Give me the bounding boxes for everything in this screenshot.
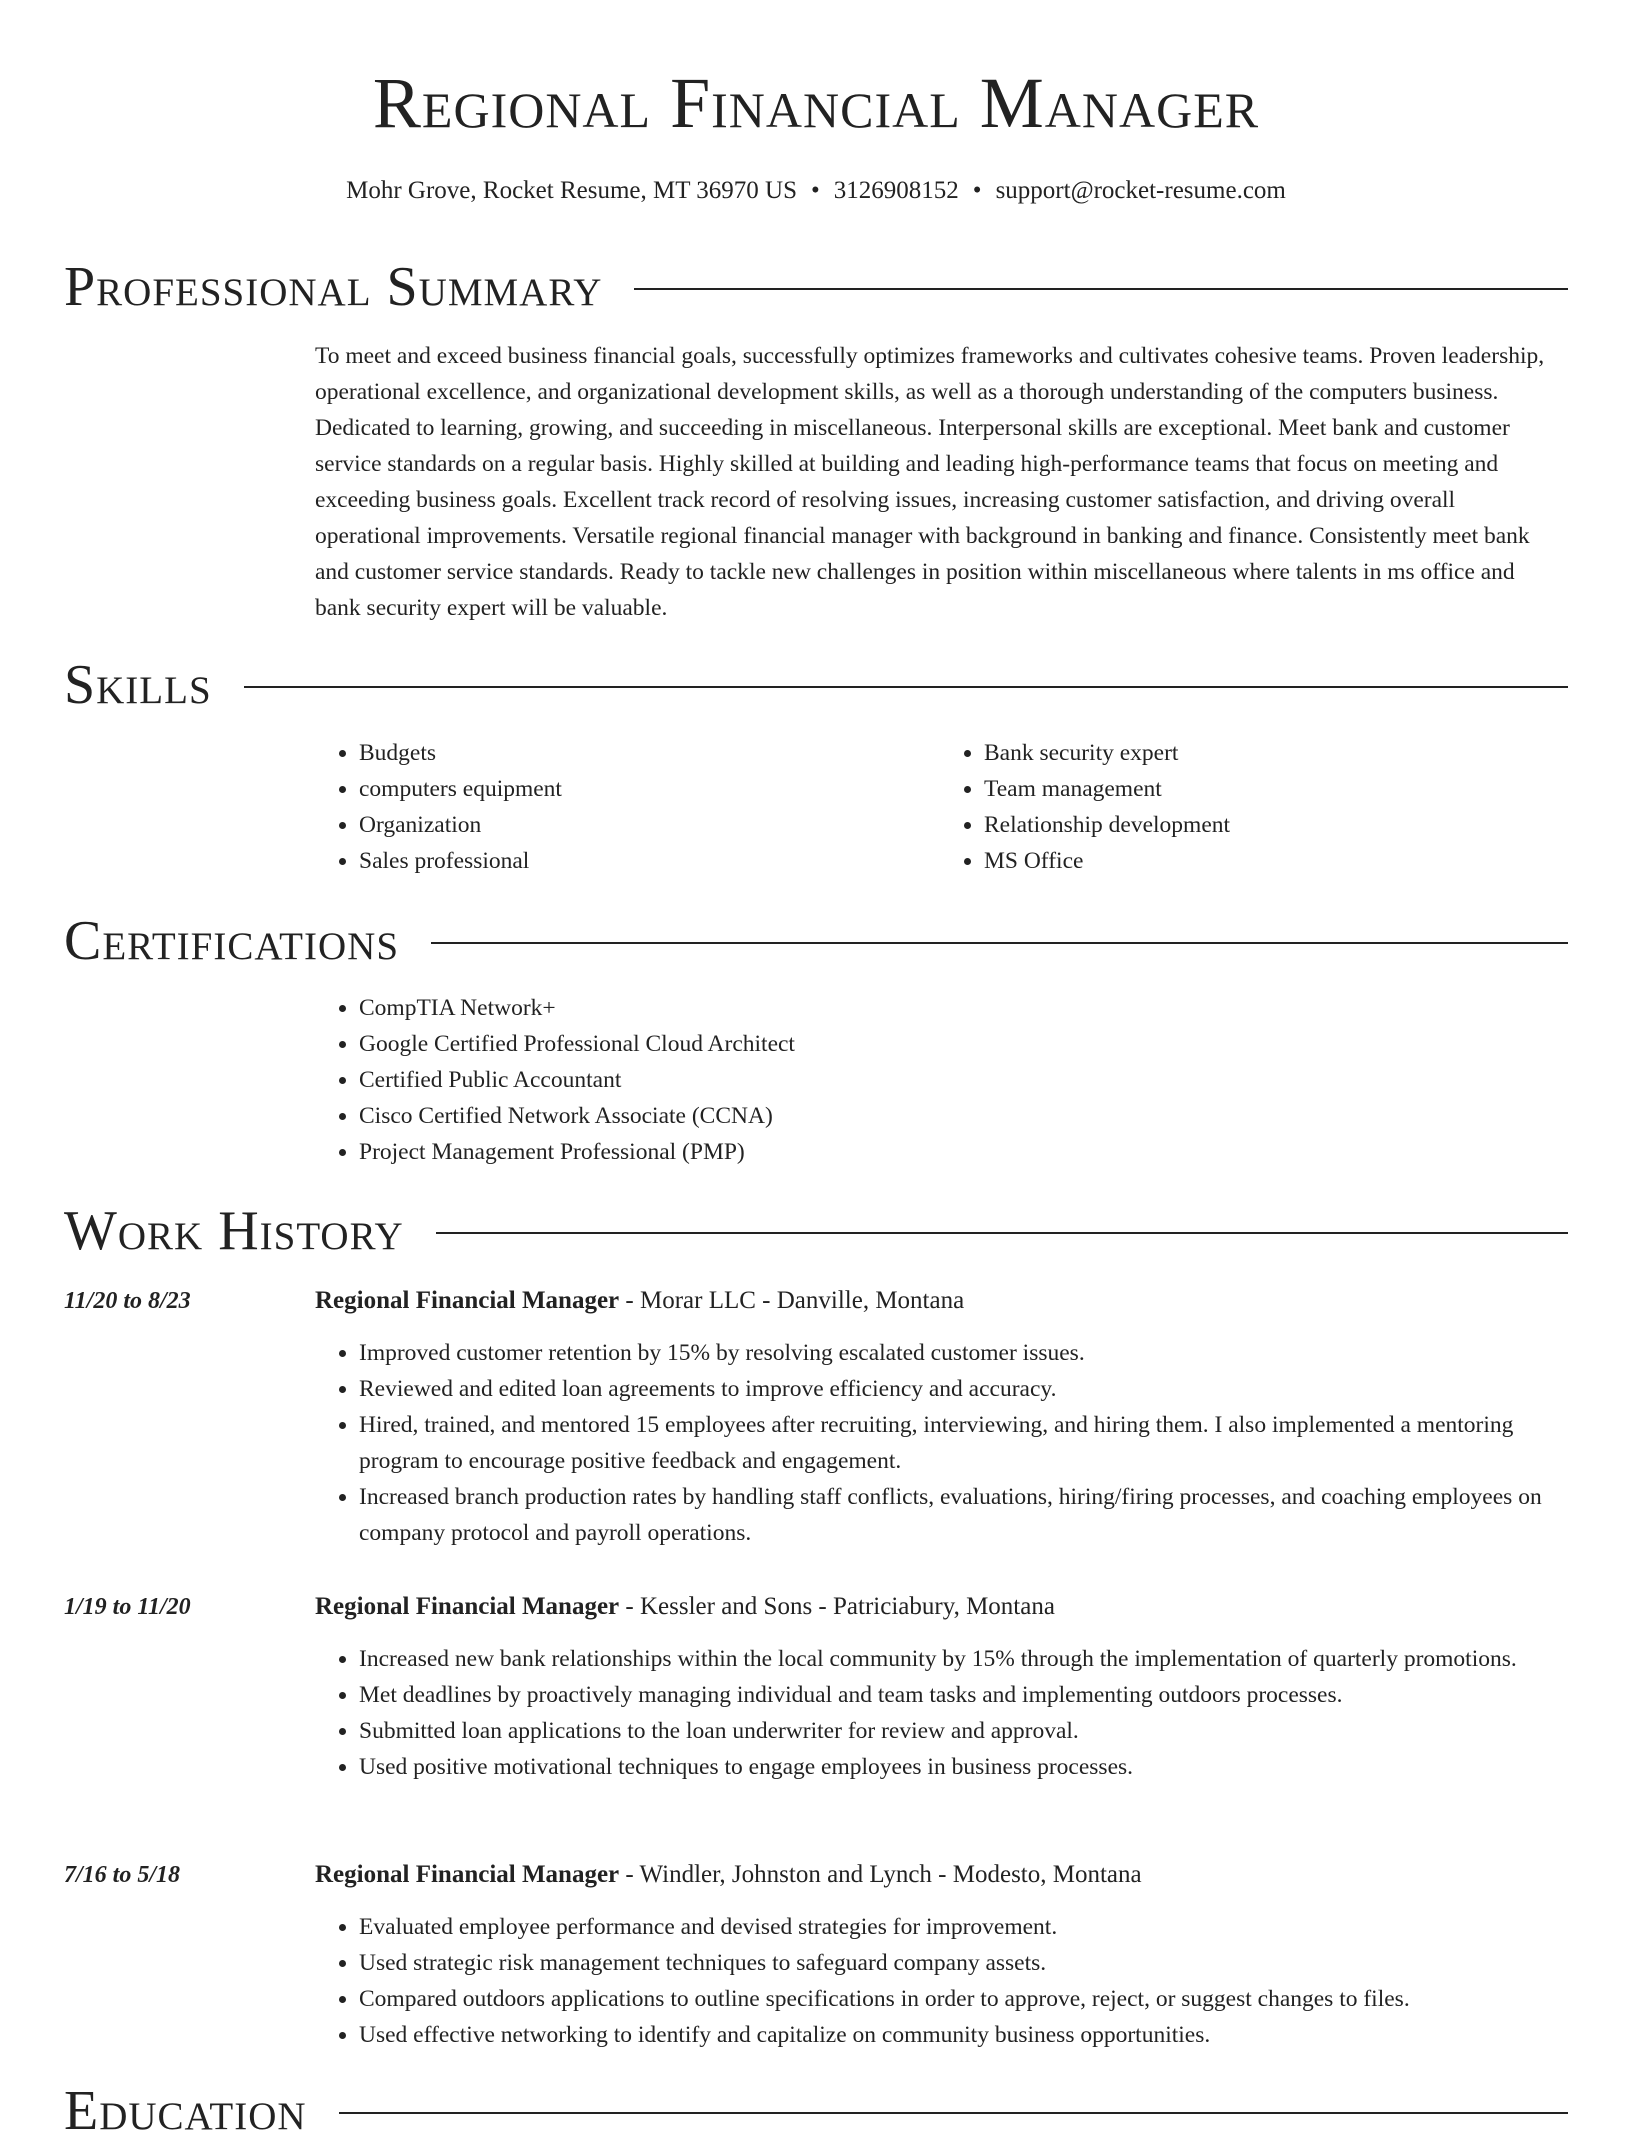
job-dates: 11/20 to 8/23 bbox=[64, 1288, 191, 1314]
certification-item: • CompTIA Network+ bbox=[359, 990, 1565, 1026]
skill-item: • Organization bbox=[359, 807, 940, 843]
job-bullet: • Submitted loan applications to the loan underwriter for review and approval. bbox=[359, 1713, 1589, 1749]
job-bullet: • Used strategic risk management techniques to safeguard company assets. bbox=[359, 1945, 1589, 1981]
summary-text: To meet and exceed business financial goals, successfully optimizes frameworks and cultivates cohesive teams. Proven leadership, operational excellence, and organizational development skills, as well as a thorough understanding of the computers business. Dedicated to learning, growing, and succeeding in miscellaneous. Interpersonal skills are exceptional. Meet bank and customer service standards on a regular basis. Highly skilled at building and leading high-performance teams that focus on meeting and exceeding business goals. Excellent track record of resolving issues, increasing customer satisfaction, and driving overall operational improvements. Versatile regional financial manager with background in banking and finance. Consistently meet bank and customer service standards. Ready to tackle new challenges in position within miscellaneous where talents in ms office and bank security expert will be valuable. bbox=[315, 343, 1545, 621]
skill-item: • Bank security expert bbox=[984, 735, 1565, 771]
skill-item: • Sales professional bbox=[359, 843, 940, 879]
job-bullets bbox=[315, 1909, 1589, 2053]
work-history-title: Work History bbox=[64, 1200, 404, 1262]
skill-item: • Relationship development bbox=[984, 807, 1565, 843]
summary-title: Professional Summary bbox=[64, 256, 603, 318]
contact-separator: • bbox=[972, 177, 982, 204]
job-bullet: • Increased branch production rates by handling staff conflicts, evaluations, hiring/firing processes, and coaching employees on company protocol and payroll operations. bbox=[359, 1479, 1589, 1551]
job-bullets bbox=[315, 1335, 1589, 1551]
job-bullets bbox=[315, 1641, 1589, 1785]
skills-list bbox=[315, 735, 1565, 879]
skills-section-heading bbox=[64, 652, 1568, 718]
job-bullet: • Increased new bank relationships within the local community by 15% through the implementation of quarterly promotions. bbox=[359, 1641, 1589, 1677]
section-divider bbox=[436, 1232, 1568, 1234]
section-divider bbox=[244, 686, 1568, 688]
section-divider bbox=[339, 2112, 1568, 2114]
work-history-section-heading bbox=[64, 1198, 1568, 1264]
job-role: Regional Financial Manager bbox=[315, 1593, 620, 1620]
skill-item: • computers equipment bbox=[359, 771, 940, 807]
job-employer: - Morar LLC - Danville, Montana bbox=[619, 1287, 965, 1314]
certifications-list bbox=[315, 990, 1565, 1170]
contact-address: Mohr Grove, Rocket Resume, MT 36970 US bbox=[346, 177, 798, 204]
certifications-title: Certifications bbox=[64, 910, 400, 972]
skill-item: • Team management bbox=[984, 771, 1565, 807]
job-employer: - Kessler and Sons - Patriciabury, Montana bbox=[619, 1593, 1055, 1620]
job-heading bbox=[315, 1589, 1055, 1625]
certification-item: • Cisco Certified Network Associate (CCNA) bbox=[359, 1098, 1565, 1134]
job-dates: 1/19 to 11/20 bbox=[64, 1594, 191, 1620]
job-heading bbox=[315, 1283, 964, 1319]
job-role: Regional Financial Manager bbox=[315, 1861, 620, 1888]
summary-section-heading bbox=[64, 254, 1568, 320]
certifications-section-heading bbox=[64, 908, 1568, 974]
education-title: Education bbox=[64, 2080, 307, 2142]
contact-separator: • bbox=[811, 177, 820, 204]
certification-item: • Project Management Professional (PMP) bbox=[359, 1134, 1565, 1170]
section-divider bbox=[431, 942, 1568, 944]
contact-phone: 3126908152 bbox=[833, 177, 959, 204]
certification-item: • Certified Public Accountant bbox=[359, 1062, 1565, 1098]
skills-title: Skills bbox=[64, 654, 212, 716]
job-bullet: • Compared outdoors applications to outline specifications in order to approve, reject, or suggest changes to files. bbox=[359, 1981, 1589, 2017]
job-employer: - Windler, Johnston and Lynch - Modesto, Montana bbox=[619, 1861, 1142, 1888]
section-divider bbox=[634, 288, 1568, 290]
contact-line bbox=[0, 174, 1632, 208]
skill-item: • Budgets bbox=[359, 735, 940, 771]
job-dates: 7/16 to 5/18 bbox=[64, 1862, 181, 1888]
job-heading bbox=[315, 1857, 1142, 1893]
job-bullet: • Used positive motivational techniques to engage employees in business processes. bbox=[359, 1749, 1589, 1785]
skills-column-left bbox=[315, 735, 940, 879]
education-section-heading bbox=[64, 2078, 1568, 2144]
job-role: Regional Financial Manager bbox=[315, 1287, 620, 1314]
job-bullet: • Reviewed and edited loan agreements to improve efficiency and accuracy. bbox=[359, 1371, 1589, 1407]
skills-column-right bbox=[940, 735, 1565, 879]
job-bullet: • Hired, trained, and mentored 15 employees after recruiting, interviewing, and hiring them. I also implemented a mentoring program to encourage positive feedback and engagement. bbox=[359, 1407, 1589, 1479]
skill-item: • MS Office bbox=[984, 843, 1565, 879]
certification-item: • Google Certified Professional Cloud Architect bbox=[359, 1026, 1565, 1062]
job-bullet: • Met deadlines by proactively managing individual and team tasks and implementing outdoors processes. bbox=[359, 1677, 1589, 1713]
job-bullet: • Used effective networking to identify and capitalize on community business opportunities. bbox=[359, 2017, 1589, 2053]
resume-title: Regional Financial Manager bbox=[372, 63, 1260, 143]
job-bullet: • Evaluated employee performance and devised strategies for improvement. bbox=[359, 1909, 1589, 1945]
contact-email: support@rocket-resume.com bbox=[995, 177, 1286, 204]
job-bullet: • Improved customer retention by 15% by resolving escalated customer issues. bbox=[359, 1335, 1589, 1371]
